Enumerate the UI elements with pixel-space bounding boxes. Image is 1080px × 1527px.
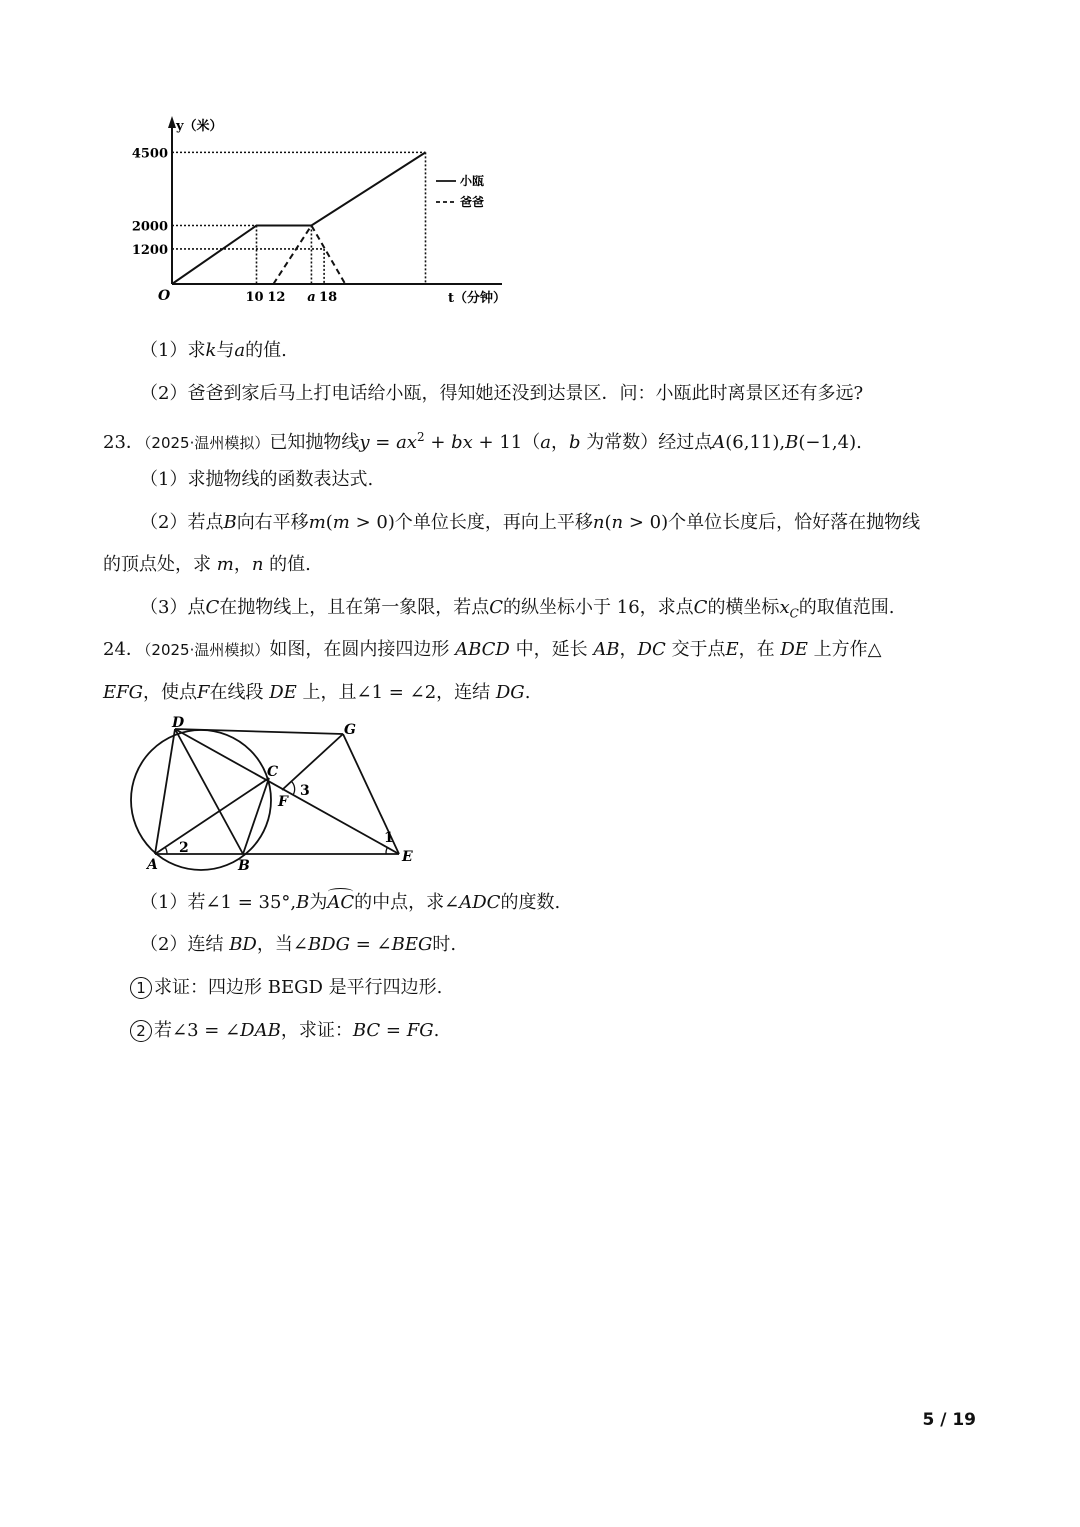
point-label-G: G — [344, 722, 356, 738]
q23-part1: （1）求抛物线的函数表达式. — [140, 469, 374, 490]
angle-1-arc — [386, 848, 387, 854]
distance-time-chart — [130, 110, 530, 315]
line-AC — [155, 778, 269, 854]
x-tick-label: a — [307, 290, 316, 305]
point-label-A: A — [147, 857, 158, 873]
q22-part1: （1）求k与a的值. — [140, 340, 287, 361]
angle-3-arc — [291, 781, 295, 795]
origin-label: O — [158, 288, 171, 304]
series-baba-line — [273, 226, 345, 285]
x-tick-label: 12 — [267, 290, 286, 305]
q24-header1: 24．（2025·温州模拟）如图，在圆内接四边形 ABCD 中，延长 AB，DC 交于点E，在 DE 上方作△ — [103, 639, 882, 660]
point-label-B: B — [238, 858, 250, 874]
point-label-D: D — [172, 715, 185, 731]
q24-sub1-text: 求证：四边形 BEGD 是平行四边形. — [154, 977, 443, 998]
legend-label: 爸爸 — [460, 195, 485, 209]
angle-2-arc — [165, 847, 167, 854]
circumcircle — [131, 730, 271, 870]
line-DG — [175, 729, 343, 734]
x-axis-label: t（分钟） — [448, 291, 507, 306]
point-label-C: C — [267, 764, 279, 780]
q24-part1: （1）若∠1 = 35°,B为AC的中点，求∠ADC的度数. — [140, 890, 560, 916]
y-tick-label: 1200 — [131, 242, 168, 258]
y-axis-arrow — [168, 116, 176, 128]
q24-sub1 — [130, 975, 442, 1001]
line-AD — [155, 729, 175, 854]
page-number: 5 / 19 — [922, 1410, 976, 1430]
angle-label-1: 1 — [384, 830, 394, 846]
x-tick-label: 10 — [245, 290, 264, 305]
legend-label: 小瓯 — [460, 174, 485, 188]
x-tick-label: 18 — [319, 290, 338, 305]
point-label-F: F — [278, 794, 288, 810]
circled-number-1: 1 — [130, 977, 152, 999]
angle-label-3: 3 — [300, 783, 310, 799]
y-tick-label: 4500 — [131, 146, 168, 162]
q23-header: 23．（2025·温州模拟）已知抛物线$y = ax^2$ + bx + 11（a，b 为常数）经过点A(6,11),B(−1,4). — [103, 430, 862, 453]
series-xiaoou-line — [172, 152, 426, 284]
circled-number-2: 2 — [130, 1020, 152, 1042]
geometry-figure — [125, 715, 425, 875]
q23-part3: （3）点C在抛物线上，且在第一象限，若点C的纵坐标小于 16，求点C的横坐标$x_C$的取值范围. — [140, 597, 895, 621]
q22-part2: （2）爸爸到家后马上打电话给小瓯，得知她还没到达景区．问：小瓯此时离景区还有多远? — [140, 383, 864, 404]
y-axis-label: y（米） — [176, 119, 223, 134]
q24-part2: （2）连结 BD，当∠BDG = ∠BEG时. — [140, 934, 457, 955]
angle-label-2: 2 — [179, 840, 189, 856]
q23-part2a: （2）若点B向右平移m(m > 0)个单位长度，再向上平移n(n > 0)个单位长度后，恰好落在抛物线 — [140, 512, 921, 533]
q24-header2: EFG，使点F在线段 DE 上，且∠1 = ∠2，连结 DG. — [103, 682, 531, 703]
q23-part2b: 的顶点处，求 m，n 的值. — [103, 554, 311, 575]
point-label-E: E — [402, 849, 413, 865]
y-tick-label: 2000 — [131, 219, 168, 235]
q24-sub2: 2 若∠3 = ∠DAB，求证：BC = FG. — [130, 1018, 439, 1044]
